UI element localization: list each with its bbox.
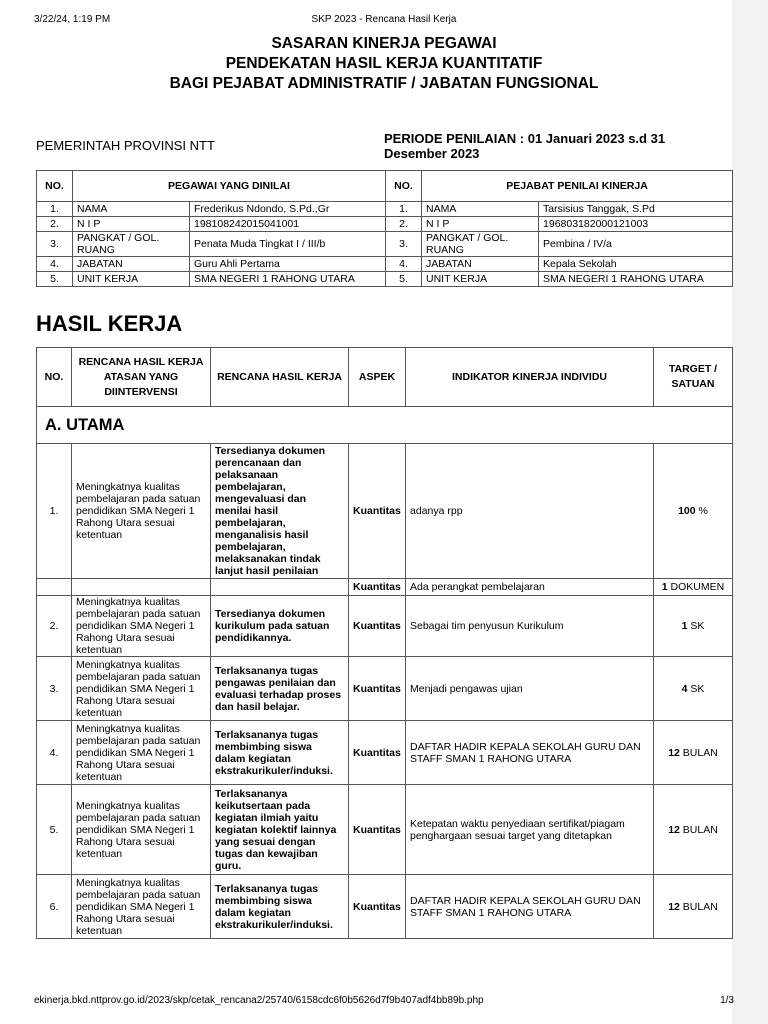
row-label: JABATAN [422, 257, 539, 272]
row-target [654, 721, 733, 785]
row-no [37, 579, 72, 596]
row-no: 6. [37, 875, 72, 939]
row-no: 2. [37, 596, 72, 657]
heading-line-3: BAGI PEJABAT ADMINISTRATIF / JABATAN FUNGSIONAL [169, 75, 599, 92]
row-label: PANGKAT / GOL. RUANG [422, 232, 539, 257]
table-row [37, 596, 733, 657]
row-indikator: adanya rpp [406, 444, 654, 579]
hasil-kerja-table [36, 347, 733, 939]
row-atasan: Meningkatnya kualitas pembelajaran pada satuan pendidikan SMA Negeri 1 Rahong Utara sesuai ketentuan [72, 657, 211, 721]
row-aspek: Kuantitas [349, 596, 406, 657]
row-value: 198108242015041001 [190, 217, 386, 232]
row-aspek: Kuantitas [349, 875, 406, 939]
row-label: NAMA [422, 202, 539, 217]
row-label: JABATAN [73, 257, 190, 272]
row-no: 2. [37, 217, 73, 232]
table-row [37, 202, 733, 217]
row-no: 4. [386, 257, 422, 272]
document-heading [34, 34, 734, 94]
row-rhk: Terlaksananya tugas membimbing siswa dalam kegiatan ekstrakurikuler/induksi. [211, 721, 349, 785]
col-atasan: RENCANA HASIL KERJA ATASAN YANG DIINTERVENSI [72, 348, 211, 407]
row-value: Guru Ahli Pertama [190, 257, 386, 272]
row-atasan: Meningkatnya kualitas pembelajaran pada satuan pendidikan SMA Negeri 1 Rahong Utara sesuai ketentuan [72, 875, 211, 939]
row-indikator: Ada perangkat pembelajaran [406, 579, 654, 596]
row-target [654, 785, 733, 875]
row-target [654, 596, 733, 657]
row-no: 3. [386, 232, 422, 257]
print-date: 3/22/24, 1:19 PM [34, 14, 111, 25]
row-indikator: Ketepatan waktu penyediaan sertifikat/piagam penghargaan sesuai target yang ditetapkan [406, 785, 654, 875]
province-label: PEMERINTAH PROVINSI NTT [36, 138, 215, 153]
row-aspek: Kuantitas [349, 579, 406, 596]
row-rhk: Terlaksananya tugas membimbing siswa dalam kegiatan ekstrakurikuler/induksi. [211, 875, 349, 939]
row-rhk: Tersedianya dokumen kurikulum pada satuan pendidikannya. [211, 596, 349, 657]
row-no: 3. [37, 657, 72, 721]
col-pegawai: PEGAWAI YANG DINILAI [73, 171, 386, 202]
row-label: UNIT KERJA [422, 272, 539, 287]
hasil-kerja-title: HASIL KERJA [36, 311, 183, 336]
row-value: SMA NEGERI 1 RAHONG UTARA [190, 272, 386, 287]
row-rhk: Terlaksananya tugas pengawas penilaian dan evaluasi terhadap proses dan hasil belajar. [211, 657, 349, 721]
table-row [37, 232, 733, 257]
employee-table [36, 170, 733, 287]
periode-label: PERIODE PENILAIAN : 01 Januari 2023 s.d 31 Desember 2023 [384, 131, 666, 161]
col-no-right: NO. [386, 171, 422, 202]
row-value: Pembina / IV/a [539, 232, 733, 257]
target-unit: SK [690, 682, 705, 695]
row-aspek: Kuantitas [349, 785, 406, 875]
row-aspek: Kuantitas [349, 657, 406, 721]
section-label: A. UTAMA [37, 407, 733, 444]
row-value: SMA NEGERI 1 RAHONG UTARA [539, 272, 733, 287]
table-row [37, 785, 733, 875]
row-no: 5. [37, 785, 72, 875]
row-no: 5. [386, 272, 422, 287]
table-row [37, 444, 733, 579]
row-target [654, 579, 733, 596]
page-url: ekinerja.bkd.nttprov.go.id/2023/skp/cetak_rencana2/25740/6158cdc6f0b5626d7f9b407adf4bb89b.php [34, 995, 484, 1006]
row-value: Frederikus Ndondo, S.Pd.,Gr [190, 202, 386, 217]
row-aspek: Kuantitas [349, 721, 406, 785]
page-number: 1/3 [720, 995, 734, 1006]
row-target [654, 444, 733, 579]
table-row [37, 875, 733, 939]
col-rhk: RENCANA HASIL KERJA [211, 348, 349, 407]
col-no-left: NO. [37, 171, 73, 202]
row-no: 4. [37, 721, 72, 785]
print-title: SKP 2023 - Rencana Hasil Kerja [311, 14, 457, 25]
target-number: 12 [668, 746, 680, 759]
row-no: 2. [386, 217, 422, 232]
target-unit: SK [690, 620, 705, 632]
row-no: 4. [37, 257, 73, 272]
row-rhk: Terlaksananya keikutsertaan pada kegiatan ilmiah yaitu kegiatan kolektif lainnya yang sesuai dengan tugas dan kewajiban guru. [211, 785, 349, 875]
target-unit: DOKUMEN [670, 581, 725, 593]
table-row [37, 257, 733, 272]
print-header [34, 14, 734, 28]
row-atasan: Meningkatnya kualitas pembelajaran pada satuan pendidikan SMA Negeri 1 Rahong Utara sesuai ketentuan [72, 785, 211, 875]
table-row [37, 217, 733, 232]
row-label: PANGKAT / GOL. RUANG [73, 232, 190, 257]
employee-table-header [37, 171, 733, 202]
page-edge [732, 0, 768, 1024]
row-target [654, 875, 733, 939]
row-indikator: DAFTAR HADIR KEPALA SEKOLAH GURU DAN STAFF SMAN 1 RAHONG UTARA [406, 875, 654, 939]
row-no: 3. [37, 232, 73, 257]
row-aspek: Kuantitas [349, 444, 406, 579]
row-indikator: Menjadi pengawas ujian [406, 657, 654, 721]
table-row [37, 579, 733, 596]
target-unit: BULAN [682, 823, 718, 836]
target-number: 4 [681, 682, 688, 695]
row-value: Kepala Sekolah [539, 257, 733, 272]
target-number: 12 [668, 823, 680, 836]
target-unit: BULAN [682, 746, 718, 759]
target-number: 100 [678, 505, 696, 517]
row-value: Tarsisius Tanggak, S.Pd [539, 202, 733, 217]
row-no: 1. [37, 444, 72, 579]
table-row [37, 272, 733, 287]
table-row [37, 721, 733, 785]
target-number: 1 [661, 581, 668, 593]
target-unit: BULAN [682, 900, 718, 913]
target-number: 12 [668, 900, 680, 913]
section-row [37, 407, 733, 444]
target-unit: % [698, 505, 708, 517]
row-atasan: Meningkatnya kualitas pembelajaran pada satuan pendidikan SMA Negeri 1 Rahong Utara sesuai ketentuan [72, 721, 211, 785]
row-rhk [211, 579, 349, 596]
row-label: UNIT KERJA [73, 272, 190, 287]
row-rhk: Tersedianya dokumen perencanaan dan pelaksanaan pembelajaran, mengevaluasi dan menilai hasil pembelajaran, menganalisis hasil pembelajaran, melaksanakan tindak lanjut hasil penilaian [211, 444, 349, 579]
row-label: N I P [422, 217, 539, 232]
row-no: 1. [386, 202, 422, 217]
row-value: 196803182000121003 [539, 217, 733, 232]
heading-line-2: PENDEKATAN HASIL KERJA KUANTITATIF [225, 55, 543, 72]
row-atasan: Meningkatnya kualitas pembelajaran pada satuan pendidikan SMA Negeri 1 Rahong Utara sesuai ketentuan [72, 596, 211, 657]
row-atasan [72, 579, 211, 596]
heading-line-1: SASARAN KINERJA PEGAWAI [271, 35, 497, 52]
col-aspek: ASPEK [349, 348, 406, 407]
row-no: 5. [37, 272, 73, 287]
row-label: NAMA [73, 202, 190, 217]
table-row [37, 657, 733, 721]
row-label: N I P [73, 217, 190, 232]
row-atasan: Meningkatnya kualitas pembelajaran pada satuan pendidikan SMA Negeri 1 Rahong Utara sesuai ketentuan [72, 444, 211, 579]
col-pejabat: PEJABAT PENILAI KINERJA [422, 171, 733, 202]
row-indikator: DAFTAR HADIR KEPALA SEKOLAH GURU DAN STAFF SMAN 1 RAHONG UTARA [406, 721, 654, 785]
row-indikator: Sebagai tim penyusun Kurikulum [406, 596, 654, 657]
row-target [654, 657, 733, 721]
hasil-kerja-header [37, 348, 733, 407]
col-no: NO. [37, 348, 72, 407]
col-target: TARGET / SATUAN [654, 348, 733, 407]
target-number: 1 [681, 620, 688, 632]
row-value: Penata Muda Tingkat I / III/b [190, 232, 386, 257]
row-no: 1. [37, 202, 73, 217]
col-indikator: INDIKATOR KINERJA INDIVIDU [406, 348, 654, 407]
